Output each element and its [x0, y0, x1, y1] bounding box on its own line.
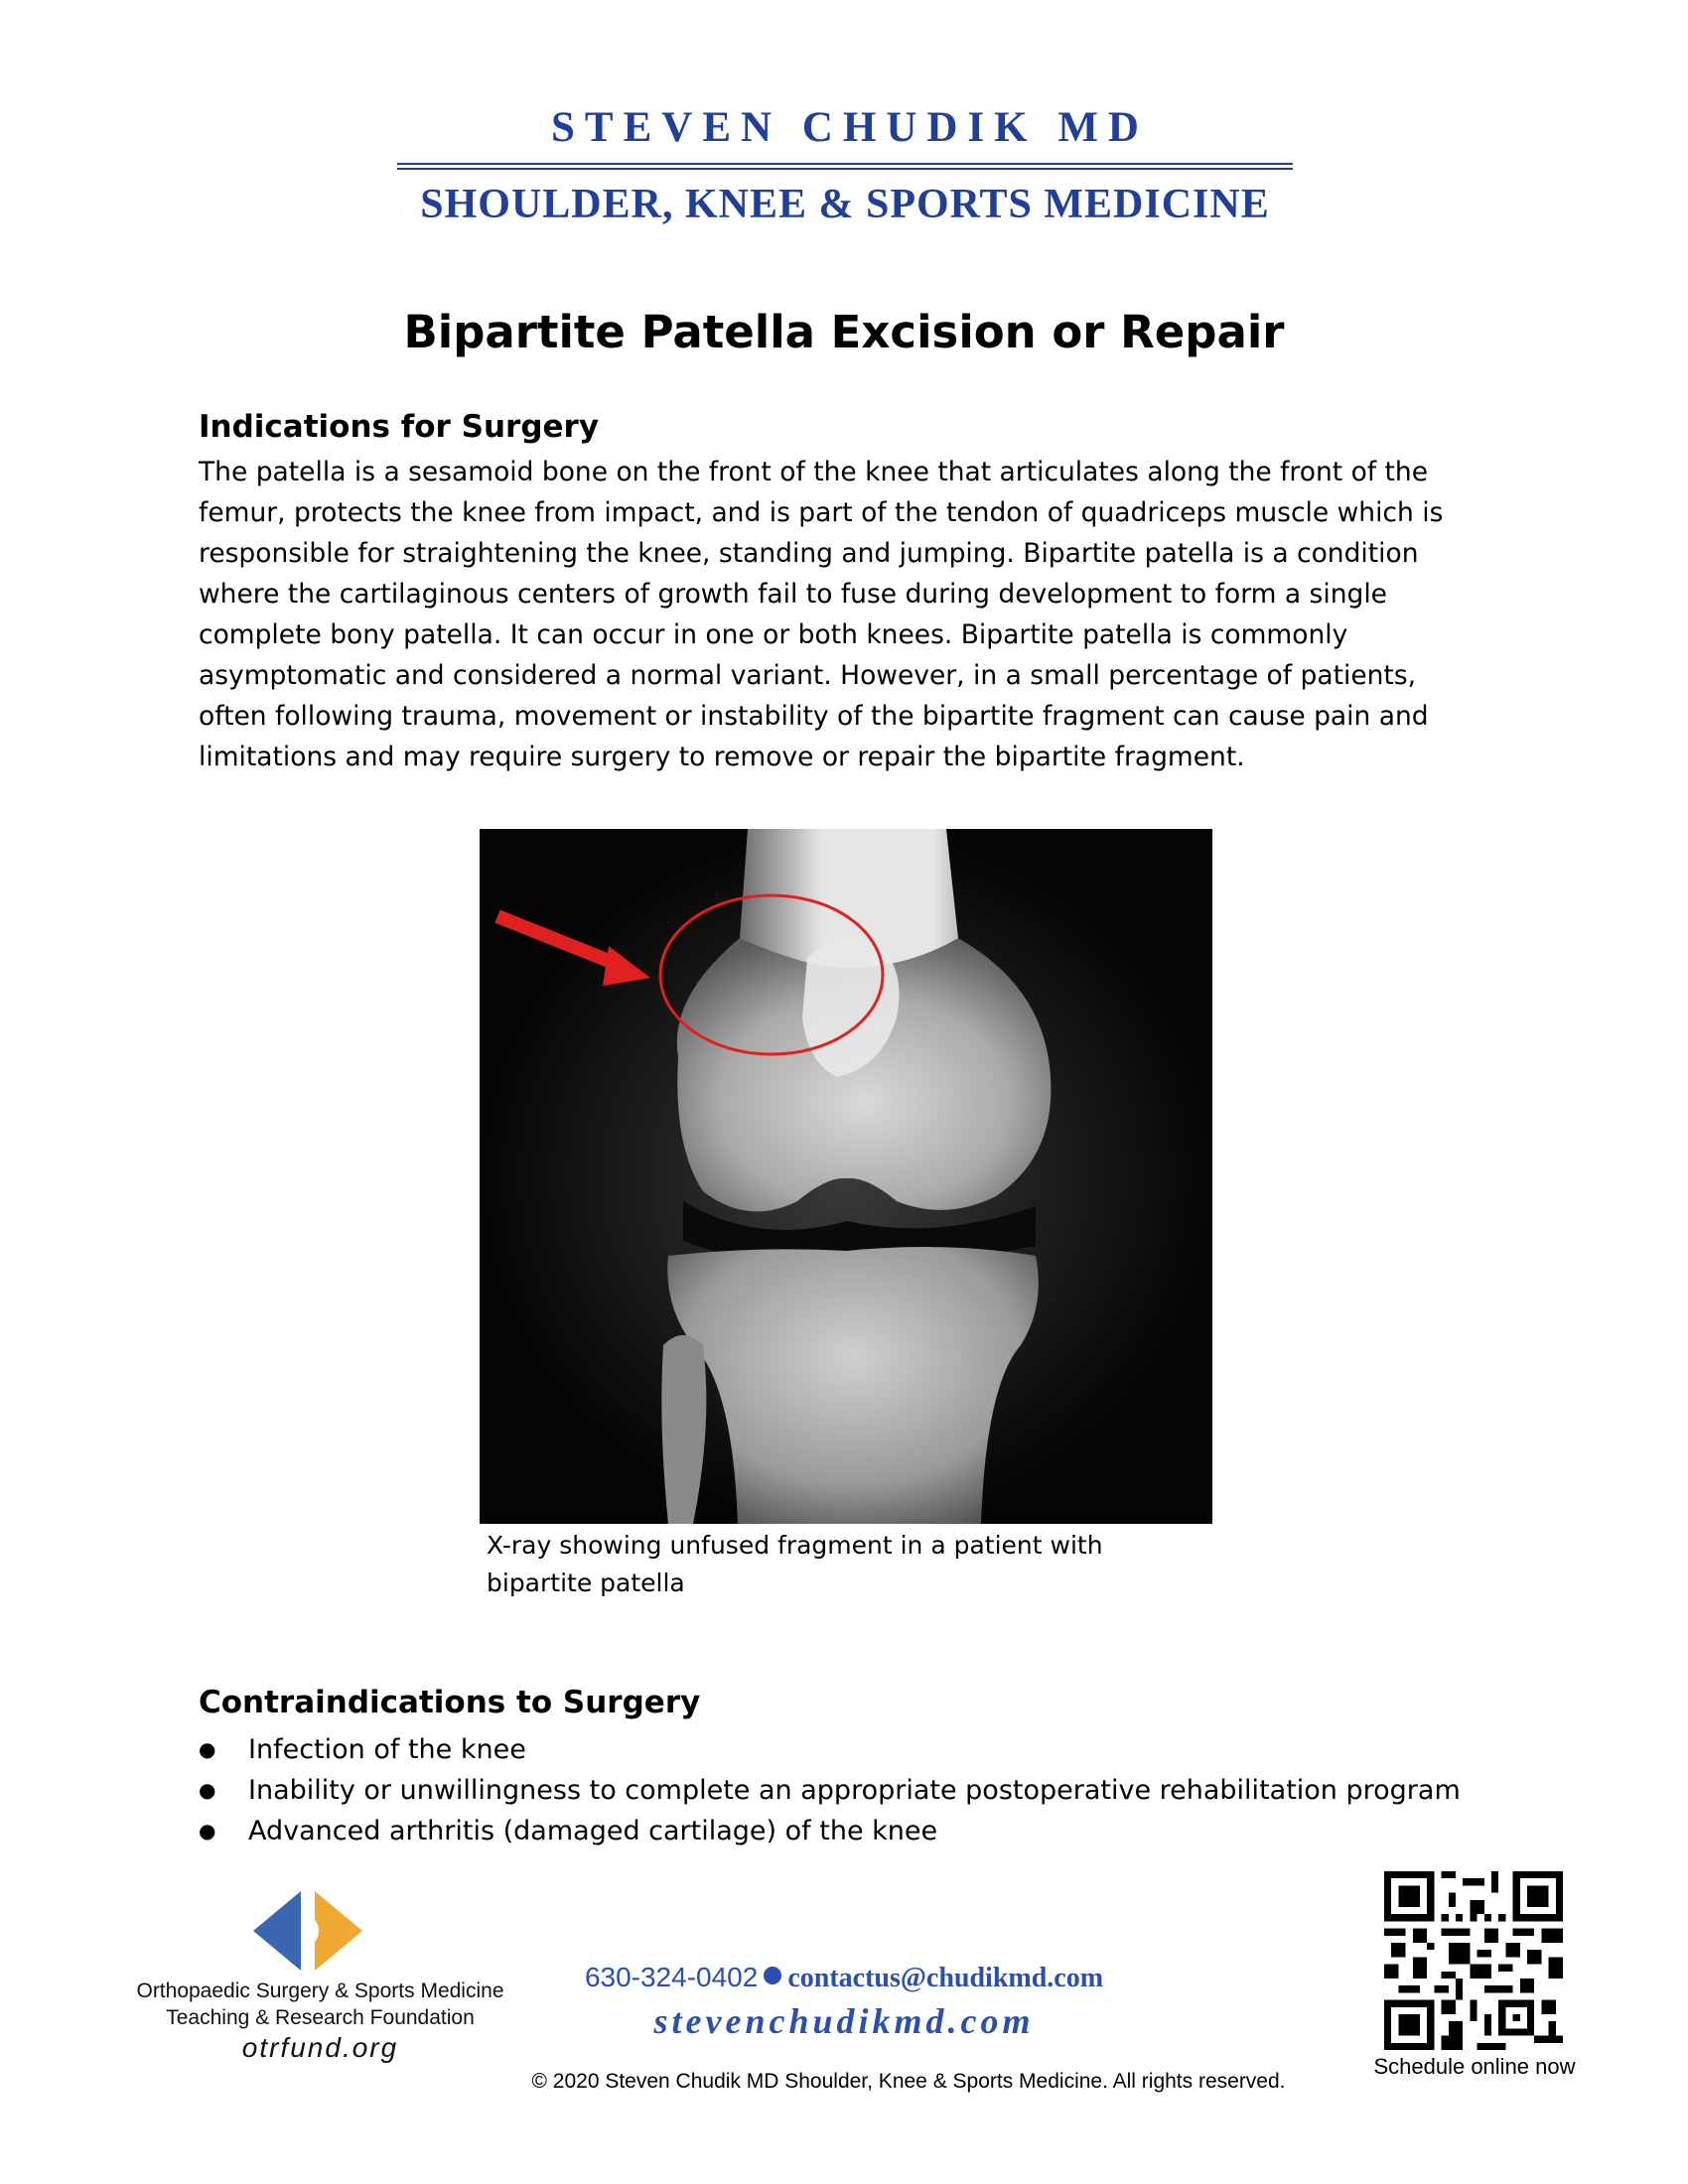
email-link[interactable]: contactus@chudikmd.com [787, 1963, 1104, 1993]
bullet-icon: ● [199, 1737, 216, 1761]
paragraph-line: where the cartilaginous centers of growth fail to fuse during development to form a single [199, 579, 1387, 610]
foundation-logo-icon [253, 1891, 362, 1971]
practice-name: STEVEN CHUDIK MD [551, 104, 1149, 151]
letterhead-divider [397, 163, 1293, 170]
contraindications-heading: Contraindications to Surgery [199, 1685, 701, 1720]
paragraph-line: complete bony patella. It can occur in one or both knees. Bipartite patella is commonly [199, 619, 1348, 650]
separator-dot-icon [764, 1967, 781, 1984]
contact-block [556, 1958, 1132, 2044]
foundation-block [119, 1978, 521, 2065]
indications-heading: Indications for Surgery [199, 409, 600, 445]
xray-illustration [480, 829, 1212, 1524]
paragraph-line: The patella is a sesamoid bone on the front of the knee that articulates along the front of the [199, 457, 1429, 487]
indications-paragraph [199, 452, 1489, 777]
paragraph-line: often following trauma, movement or instability of the bipartite fragment can cause pain and [199, 701, 1429, 732]
bullet-icon: ● [199, 1778, 216, 1802]
paragraph-line: femur, protects the knee from impact, and is part of the tendon of quadriceps muscle which is [199, 497, 1444, 528]
contraindications-list [199, 1729, 1461, 1851]
figure-caption [487, 1527, 1221, 1602]
knee-xray-image [480, 829, 1212, 1524]
paragraph-line: responsible for straightening the knee, standing and jumping. Bipartite patella is a condition [199, 538, 1419, 569]
foundation-name: Teaching & Research Foundation [166, 2006, 475, 2029]
page-title: Bipartite Patella Excision or Repair [403, 306, 1285, 358]
qr-label: Schedule online now [1373, 2054, 1576, 2079]
copyright-notice: © 2020 Steven Chudik MD Shoulder, Knee & Sports Medicine. All rights reserved. [531, 2070, 1286, 2093]
letterhead [397, 103, 1293, 229]
qr-code-icon[interactable] [1384, 1871, 1563, 2050]
list-item: ● Inability or unwillingness to complete an appropriate postoperative rehabilitation program [199, 1770, 1461, 1811]
caption-line: X-ray showing unfused fragment in a patient with [487, 1531, 1103, 1560]
foundation-name: Orthopaedic Surgery & Sports Medicine [136, 1979, 504, 2002]
practice-subtitle: SHOULDER, KNEE & SPORTS MEDICINE [420, 182, 1270, 227]
bullet-icon: ● [199, 1819, 216, 1843]
foundation-link[interactable]: otrfund.org [241, 2032, 399, 2063]
caption-line: bipartite patella [487, 1569, 685, 1597]
paragraph-line: limitations and may require surgery to remove or repair the bipartite fragment. [199, 742, 1245, 772]
phone-number[interactable]: 630-324-0402 [584, 1962, 759, 1992]
paragraph-line: asymptomatic and considered a normal variant. However, in a small percentage of patients, [199, 660, 1417, 691]
list-item: ● Advanced arthritis (damaged cartilage) of the knee [199, 1811, 1461, 1851]
list-item: ● Infection of the knee [199, 1729, 1461, 1770]
website-link[interactable]: stevenchudikmd.com [653, 2001, 1035, 2041]
